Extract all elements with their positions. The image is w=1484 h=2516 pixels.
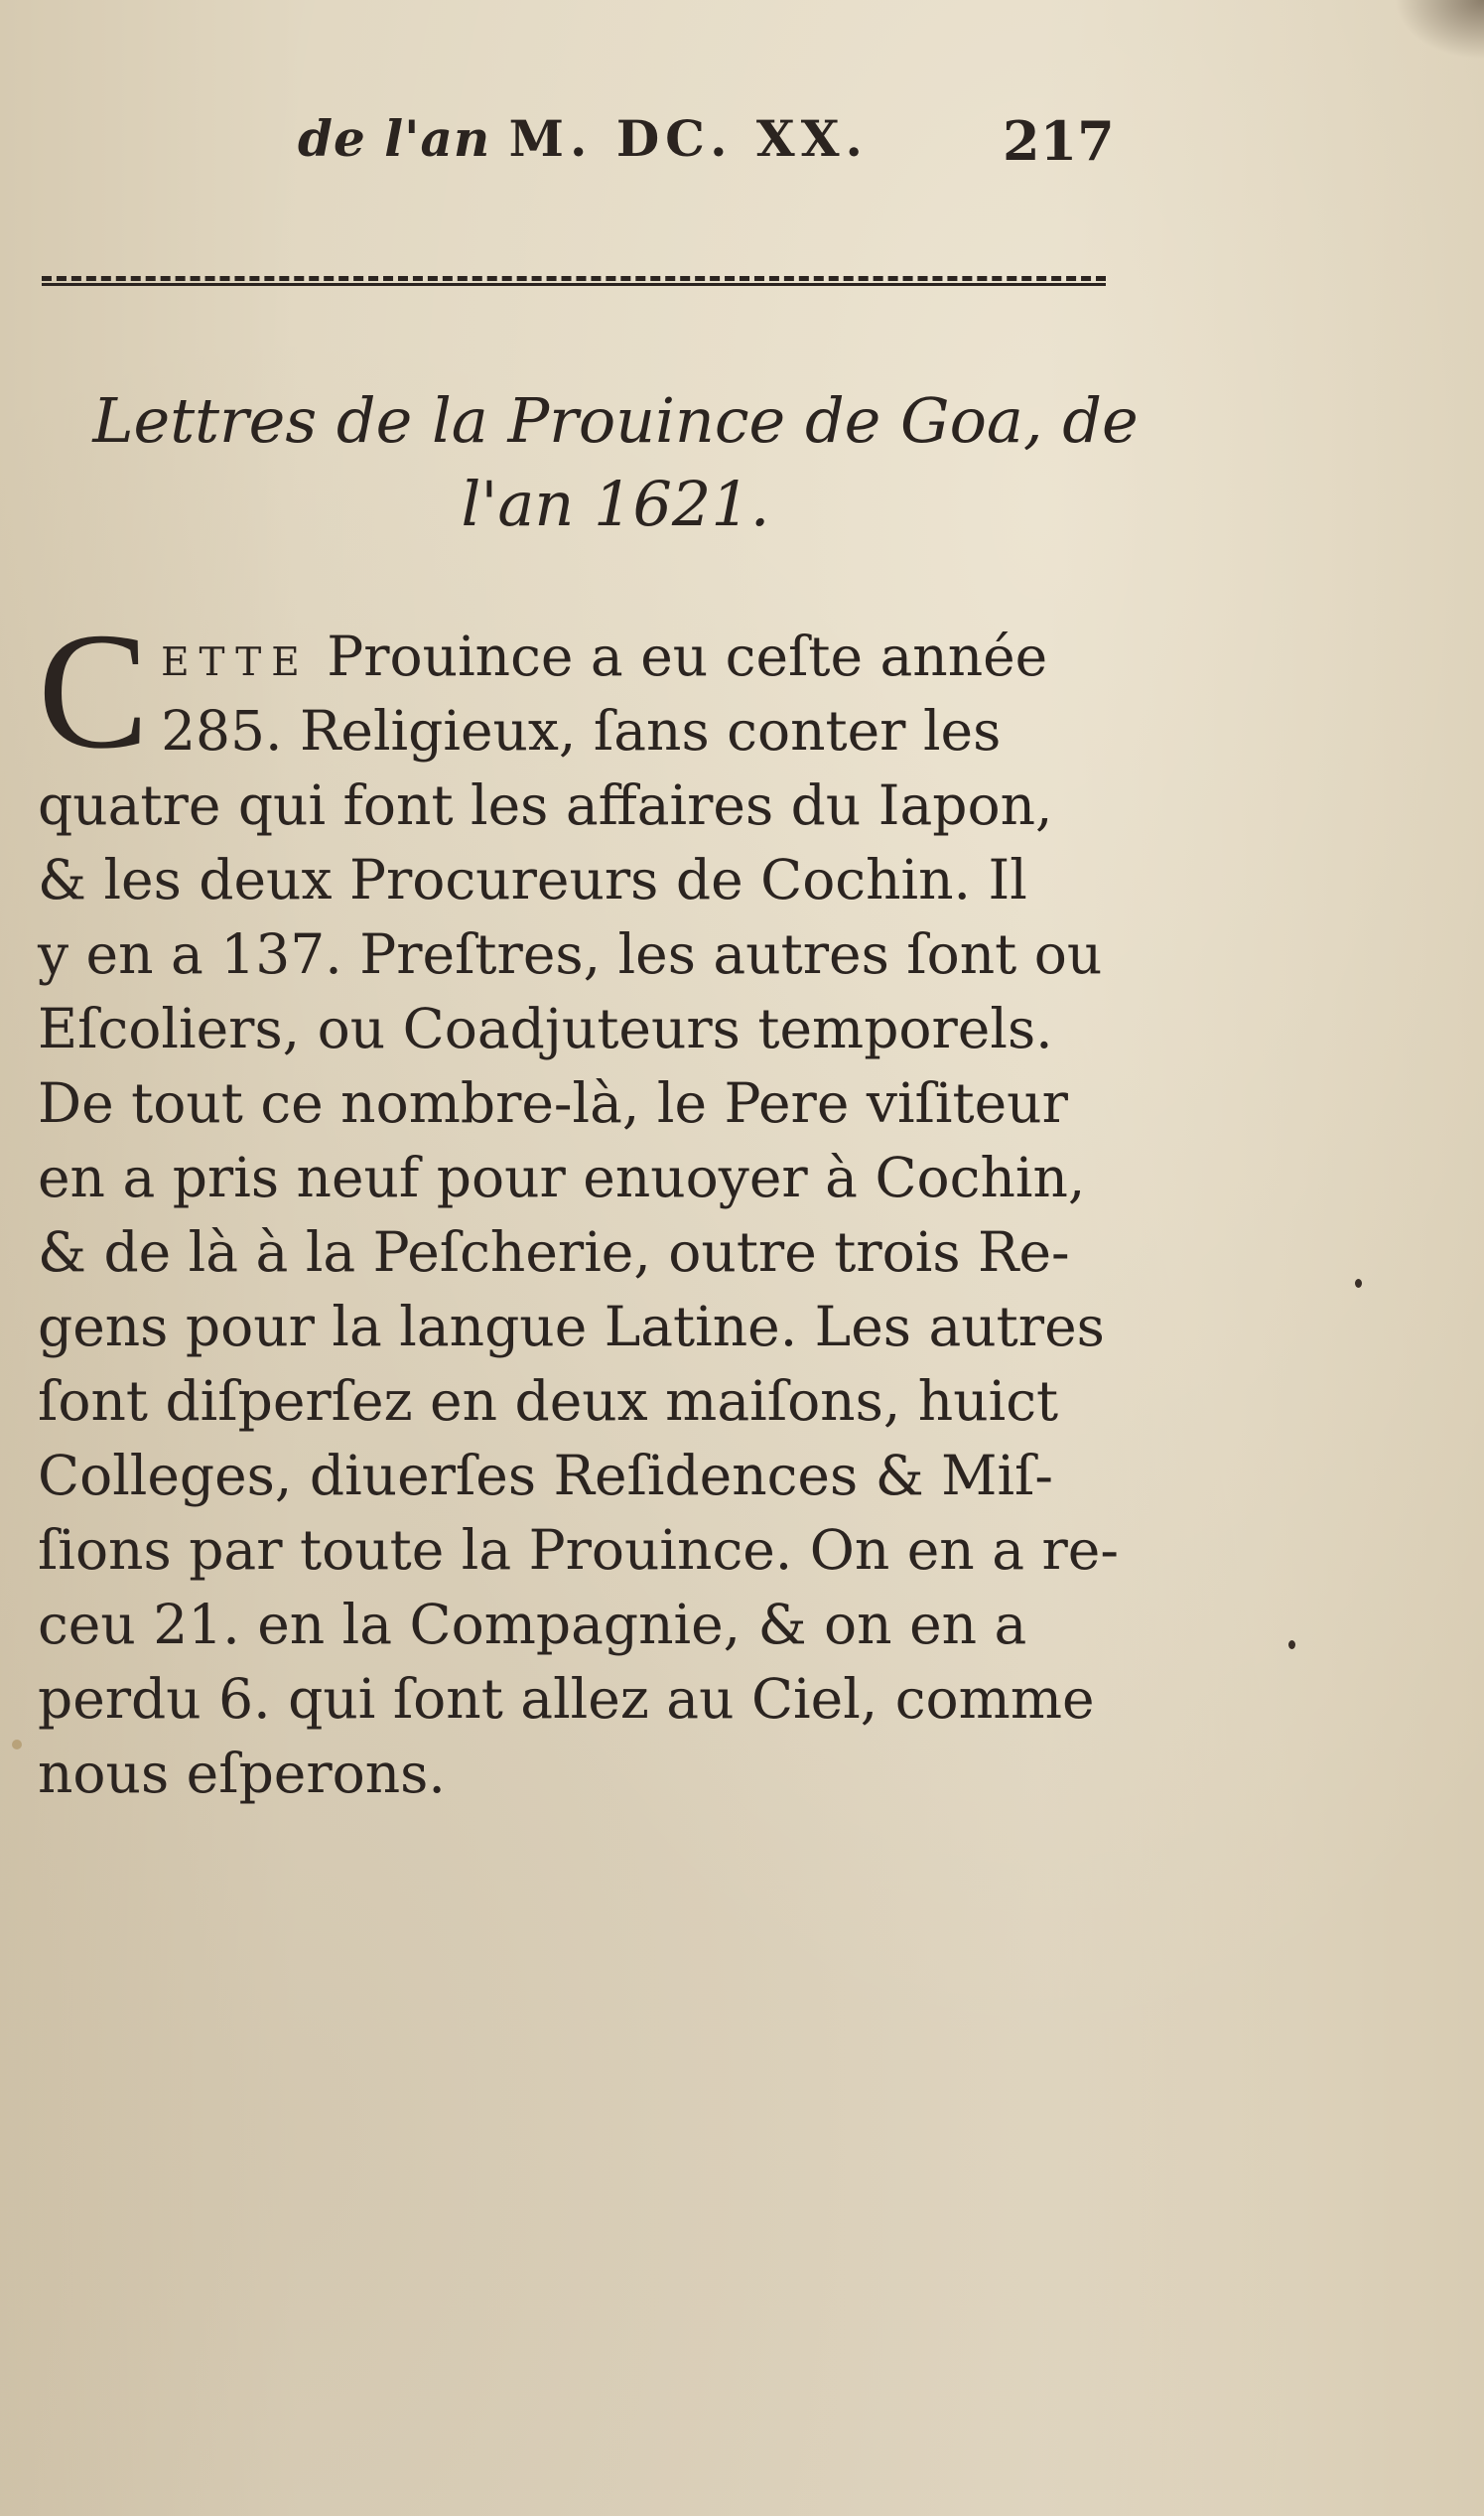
page-corner-shadow bbox=[1395, 0, 1484, 60]
body-line-text: Prouince a eu ceſte année bbox=[309, 625, 1048, 688]
body-line: en a pris neuf pour enuoyer à Cochin, bbox=[38, 1146, 1086, 1209]
ornamental-rule bbox=[42, 276, 1106, 286]
ink-speck bbox=[1355, 1279, 1362, 1288]
section-heading bbox=[89, 379, 1142, 546]
body-line: quatre qui font les affaires du Iapon, bbox=[38, 773, 1053, 837]
drop-cap: C bbox=[38, 599, 150, 783]
running-head-italic: de l'an bbox=[298, 109, 491, 168]
body-paragraph bbox=[38, 599, 1119, 1811]
body-line: ceu 21. en la Compagnie, & on en a bbox=[38, 1593, 1027, 1656]
body-line: y en a 137. Preſtres, les autres ſont ou bbox=[38, 922, 1103, 986]
body-line: perdu 6. qui ſont allez au Ciel, comme bbox=[38, 1667, 1095, 1731]
body-line: nous eſperons. bbox=[38, 1742, 446, 1805]
body-line: Colleges, diuerſes Reſidences & Miſ- bbox=[38, 1444, 1053, 1507]
first-word: ette bbox=[161, 625, 310, 688]
running-head-year: M. DC. XX. bbox=[508, 109, 869, 168]
body-line: ſions par toute la Prouince. On en a re- bbox=[38, 1518, 1119, 1582]
body-line: gens pour la langue Latine. Les autres bbox=[38, 1295, 1105, 1358]
body-line: & de là à la Peſcherie, outre trois Re- bbox=[38, 1220, 1070, 1284]
body-line: ſont diſperſez en deux maiſons, huict bbox=[38, 1369, 1059, 1433]
ink-speck bbox=[1288, 1640, 1295, 1649]
heading-line-2: l'an 1621. bbox=[461, 468, 770, 540]
paper-stain bbox=[12, 1740, 22, 1749]
body-line: Eſcoliers, ou Coadjuteurs temporels. bbox=[38, 997, 1053, 1060]
body-line bbox=[38, 620, 1110, 694]
running-head bbox=[298, 109, 869, 168]
heading-line-1: Lettres de la Prouince de Goa, de bbox=[92, 384, 1139, 457]
body-line: & les deux Procureurs de Cochin. Il bbox=[38, 848, 1027, 911]
body-line: De tout ce nombre-là, le Pere viſiteur bbox=[38, 1071, 1068, 1135]
body-line: 285. Religieux, ſans conter les bbox=[161, 699, 1002, 763]
page-number: 217 bbox=[1003, 109, 1115, 173]
